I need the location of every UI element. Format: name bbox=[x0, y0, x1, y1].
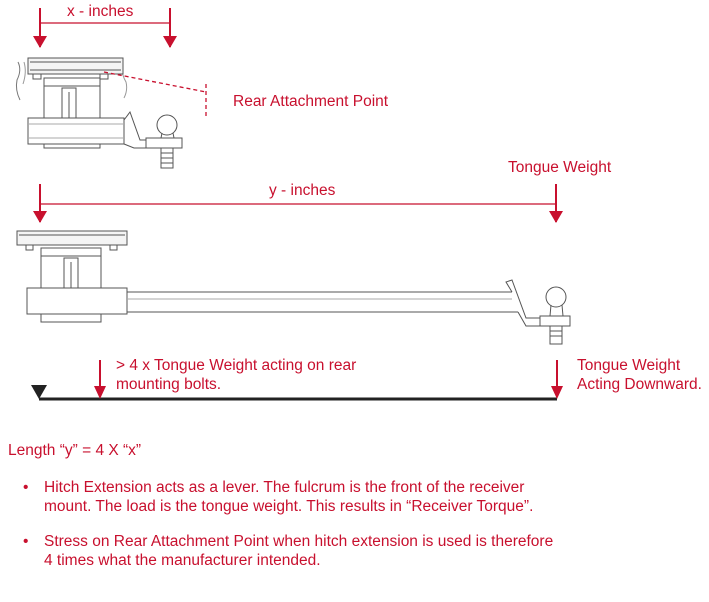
tongue-weight-top-label: Tongue Weight bbox=[508, 159, 612, 176]
tongue-weight-down-line1: Tongue Weight bbox=[577, 357, 681, 374]
rear-attachment-label: Rear Attachment Point bbox=[233, 93, 389, 110]
tongue-weight-down-line2: Acting Downward. bbox=[577, 376, 702, 393]
lever-beam bbox=[31, 385, 557, 399]
y-dimension-label: y - inches bbox=[269, 182, 336, 199]
extended-hitch-drawing bbox=[17, 231, 570, 344]
tongue-weight-arrow bbox=[551, 360, 563, 399]
rear-force-label-line1: > 4 x Tongue Weight acting on rear bbox=[116, 357, 357, 374]
rear-force-label-line2: mounting bolts. bbox=[116, 376, 222, 393]
bullet-lever-line2: mount. The load is the tongue weight. This results in “Receiver Torque”. bbox=[44, 498, 534, 515]
bullet-lever bbox=[8, 478, 698, 516]
bullet-lever-line1: • Hitch Extension acts as a lever. The fulcrum is the front of the receiver bbox=[44, 479, 525, 496]
bullet-list bbox=[8, 478, 698, 570]
x-dimension-label: x - inches bbox=[67, 3, 134, 20]
short-hitch-drawing bbox=[16, 58, 182, 168]
bullet-stress-line2: 4 times what the manufacturer intended. bbox=[44, 552, 321, 569]
bullet-stress-line1: • Stress on Rear Attachment Point when hitch extension is used is therefore bbox=[44, 533, 554, 550]
explanation-notes bbox=[8, 441, 698, 586]
rear-attachment-leader bbox=[104, 72, 206, 116]
rear-force-arrow bbox=[94, 360, 106, 399]
bullet-stress bbox=[8, 532, 698, 570]
length-equation: Length “y” = 4 X “x” bbox=[8, 442, 142, 459]
